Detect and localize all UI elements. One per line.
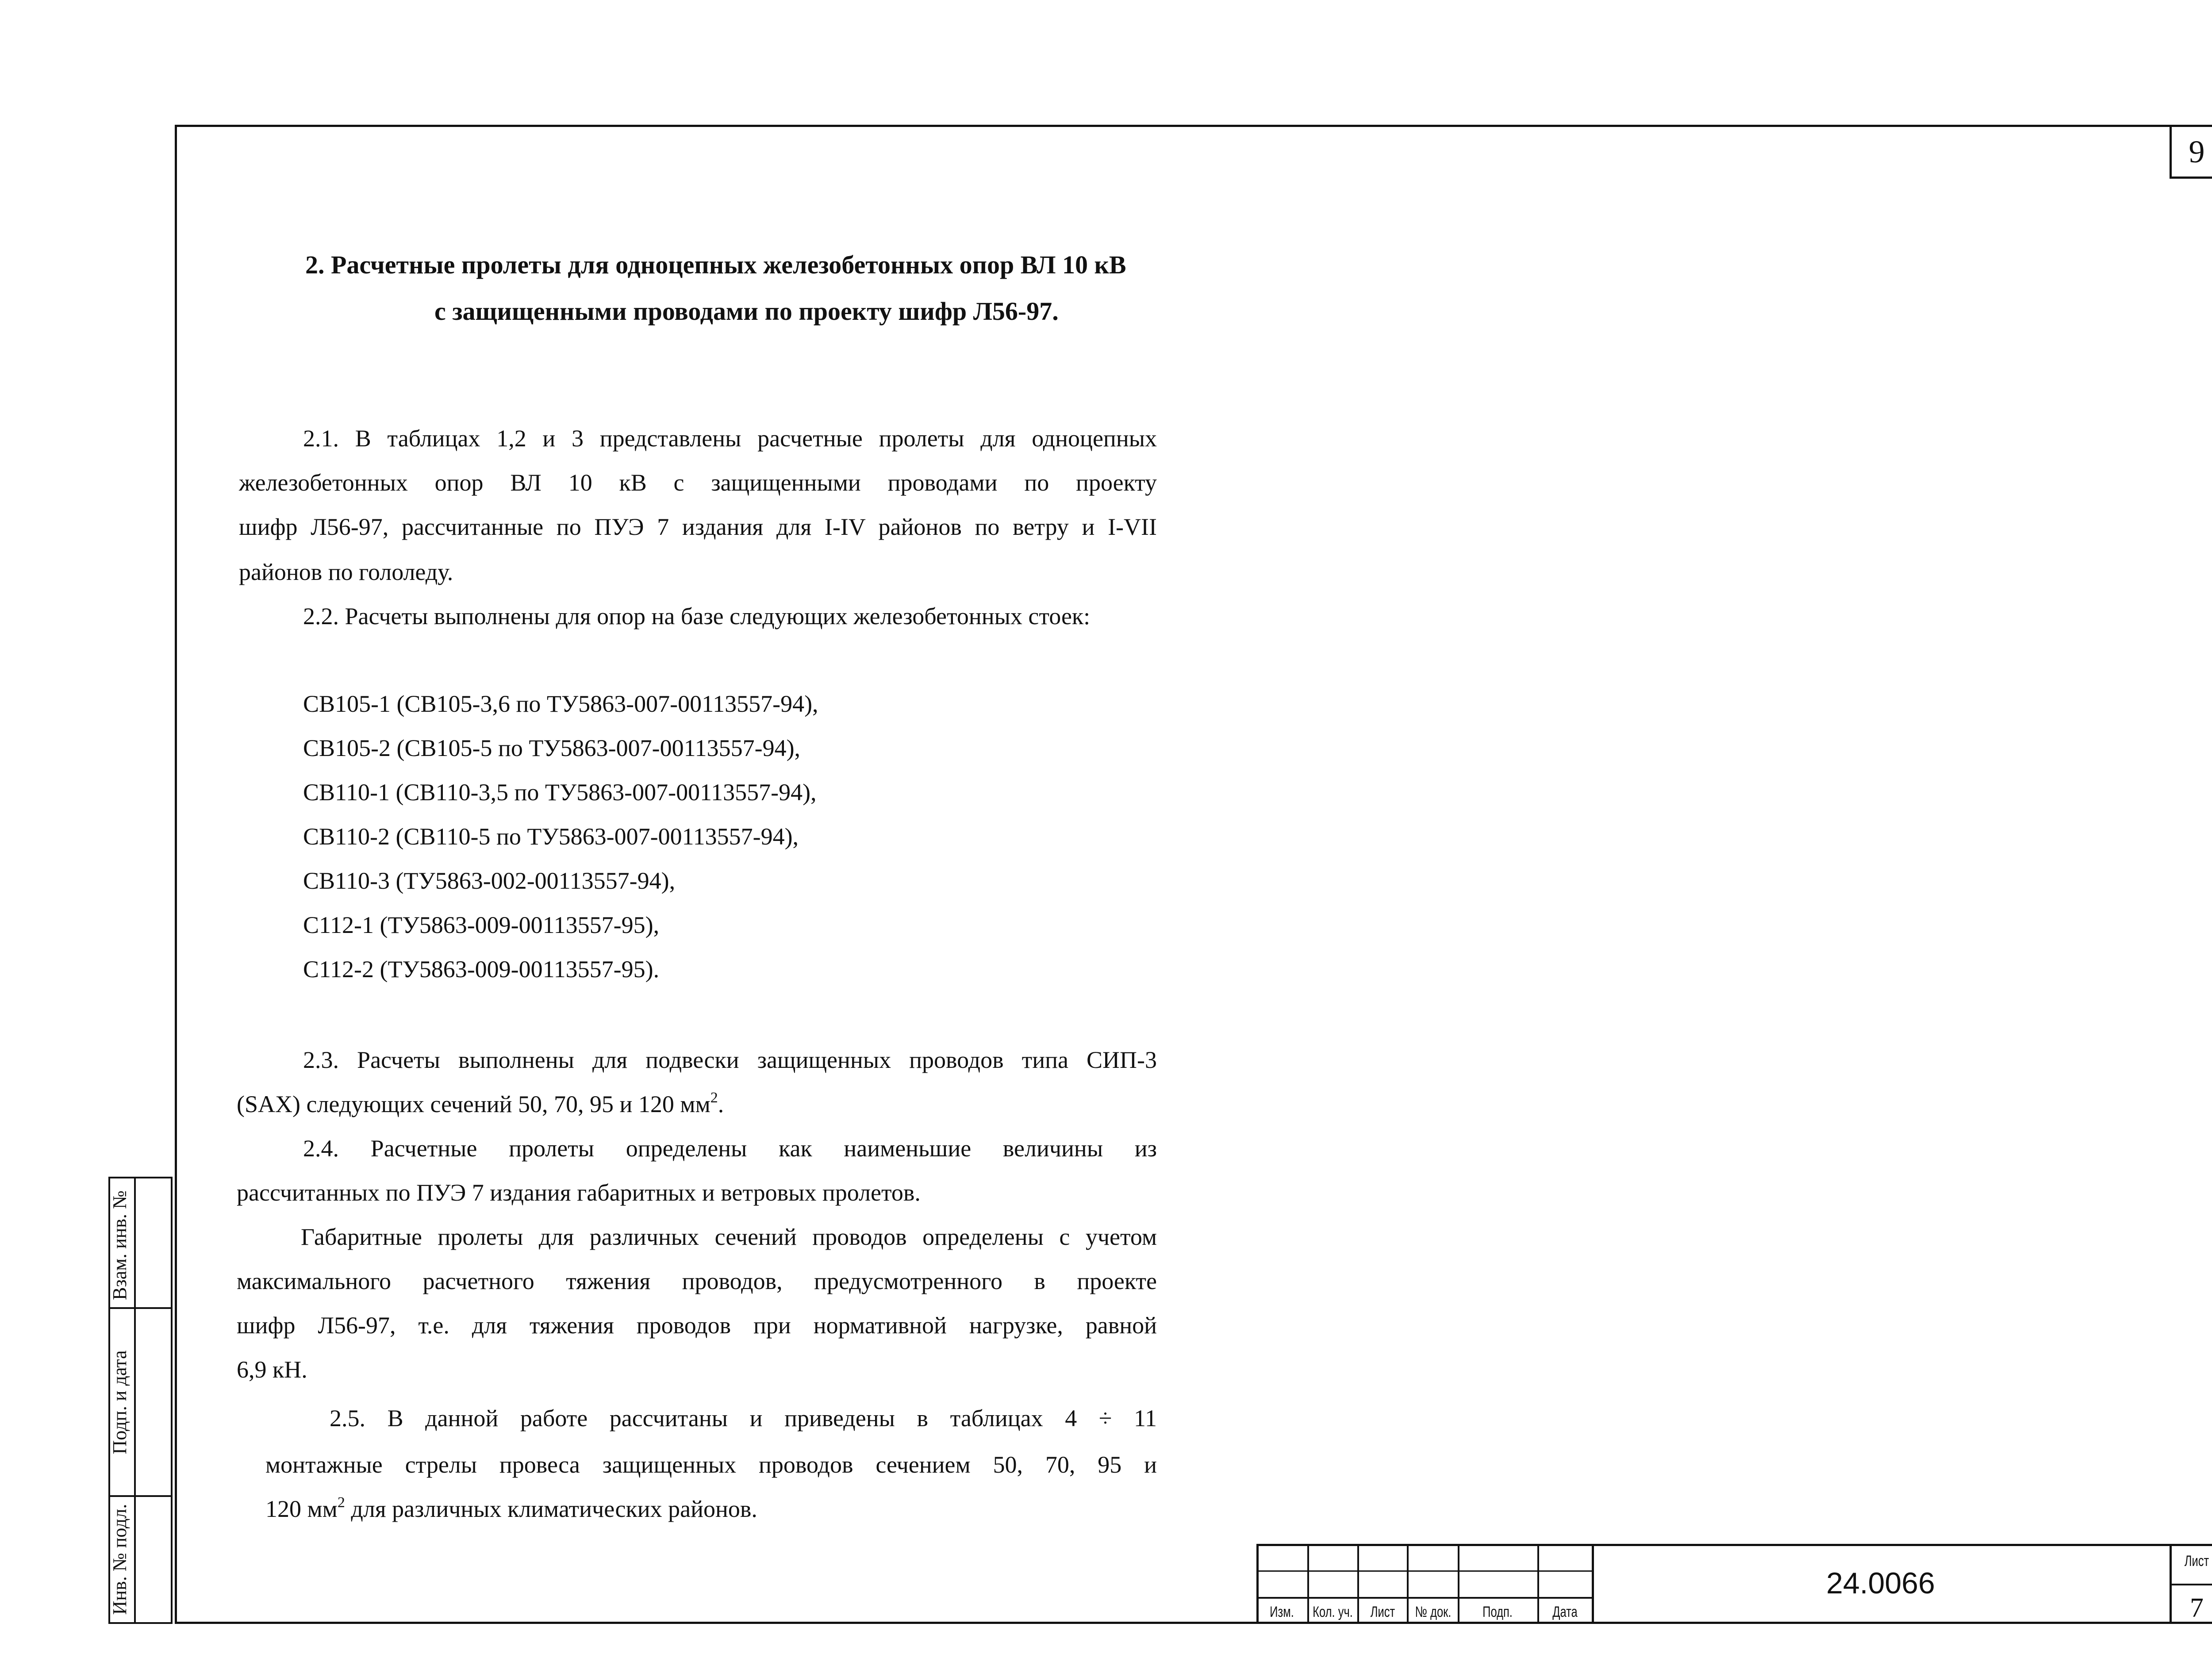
title-block-rule xyxy=(1537,1544,1539,1624)
sheet-number: 9 xyxy=(2170,125,2212,179)
para-2-1-line4: районов по гололеду. xyxy=(239,559,453,585)
title-block-rule xyxy=(1458,1544,1459,1624)
title-block-rule xyxy=(2170,1584,2212,1585)
post-item: СВ110-3 (ТУ5863-002-00113557-94), xyxy=(303,867,676,894)
post-item: СВ110-2 (СВ110-5 по ТУ5863-007-00113557-94), xyxy=(303,823,799,850)
para-2-5-line3: 120 $мм^2$ для различных климатических районов. xyxy=(265,1494,757,1522)
col-izm: Изм. xyxy=(1270,1604,1294,1620)
title-block-rule xyxy=(1307,1544,1309,1624)
post-item: СВ105-1 (СВ105-3,6 по ТУ5863-007-00113557-94), xyxy=(303,691,818,717)
label-inv-podl: Инв. № подл. xyxy=(109,1504,131,1615)
col-kol-uch: Кол. уч. xyxy=(1313,1604,1353,1620)
label-vzam-inv: Взам. инв. № xyxy=(109,1190,131,1300)
col-n-dok: № док. xyxy=(1415,1604,1452,1620)
title-block-rule xyxy=(1407,1544,1409,1624)
title-block-rule xyxy=(1592,1544,1594,1624)
para-gabarit-line1: Габаритные пролеты для различных сечений проводов определены с учетом xyxy=(301,1224,1157,1250)
post-item: СВ105-2 (СВ105-5 по ТУ5863-007-00113557-94), xyxy=(303,735,801,761)
document-code: 24.0066 xyxy=(1826,1566,1935,1600)
title-block-rule xyxy=(1256,1570,1593,1572)
col-podp: Подп. xyxy=(1482,1604,1513,1620)
para-2-5-line1: 2.5. В данной работе рассчитаны и приведены в таблицах 4 ÷ 11 xyxy=(330,1405,1157,1431)
title-block-rule xyxy=(1357,1544,1359,1624)
para-2-1-line1: 2.1. В таблицах 1,2 и 3 представлены расчетные пролеты для одноцепных xyxy=(303,425,1157,452)
post-item: С112-1 (ТУ5863-009-00113557-95), xyxy=(303,912,660,938)
para-2-3-line2: (SAX) следующих сечений 50, 70, 95 и 120 $мм^2$. xyxy=(237,1090,724,1117)
para-2-2: 2.2. Расчеты выполнены для опор на базе следующих железобетонных стоек: xyxy=(303,603,1091,629)
para-2-5-line2: монтажные стрелы провеса защищенных проводов сечением 50, 70, 95 и xyxy=(265,1451,1157,1478)
para-gabarit-line4: 6,9 кН. xyxy=(237,1356,307,1383)
title-block-rule xyxy=(1256,1597,1593,1599)
para-2-1-line2: железобетонных опор ВЛ 10 кВ с защищенными проводами по проекту xyxy=(239,469,1157,496)
para-2-4-line2: рассчитанных по ПУЭ 7 издания габаритных и ветровых пролетов. xyxy=(237,1179,921,1206)
col-list: Лист xyxy=(1370,1604,1395,1620)
list-number: 7 xyxy=(2190,1593,2204,1623)
section-heading-line1: 2. Расчетные пролеты для одноцепных железобетонных опор ВЛ 10 кВ xyxy=(305,250,1126,279)
list-label: Лист xyxy=(2184,1553,2209,1570)
section-heading-line2: с защищенными проводами по проекту шифр Л56-97. xyxy=(434,297,1059,326)
label-podp-data: Подп. и дата xyxy=(109,1350,131,1454)
col-data: Дата xyxy=(1552,1604,1578,1620)
para-gabarit-line3: шифр Л56-97, т.е. для тяжения проводов при нормативной нагрузке, равной xyxy=(237,1312,1157,1339)
para-2-1-line3: шифр Л56-97, рассчитанные по ПУЭ 7 издания для I-IV районов по ветру и I-VII xyxy=(239,514,1157,540)
para-gabarit-line2: максимального расчетного тяжения проводов, предусмотренного в проекте xyxy=(237,1268,1157,1294)
para-2-4-line1: 2.4. Расчетные пролеты определены как наименьшие величины из xyxy=(303,1135,1157,1162)
post-item: С112-2 (ТУ5863-009-00113557-95). xyxy=(303,956,660,982)
post-item: СВ110-1 (СВ110-3,5 по ТУ5863-007-00113557-94), xyxy=(303,779,817,806)
para-2-3-line1: 2.3. Расчеты выполнены для подвески защищенных проводов типа СИП-3 xyxy=(303,1047,1157,1073)
